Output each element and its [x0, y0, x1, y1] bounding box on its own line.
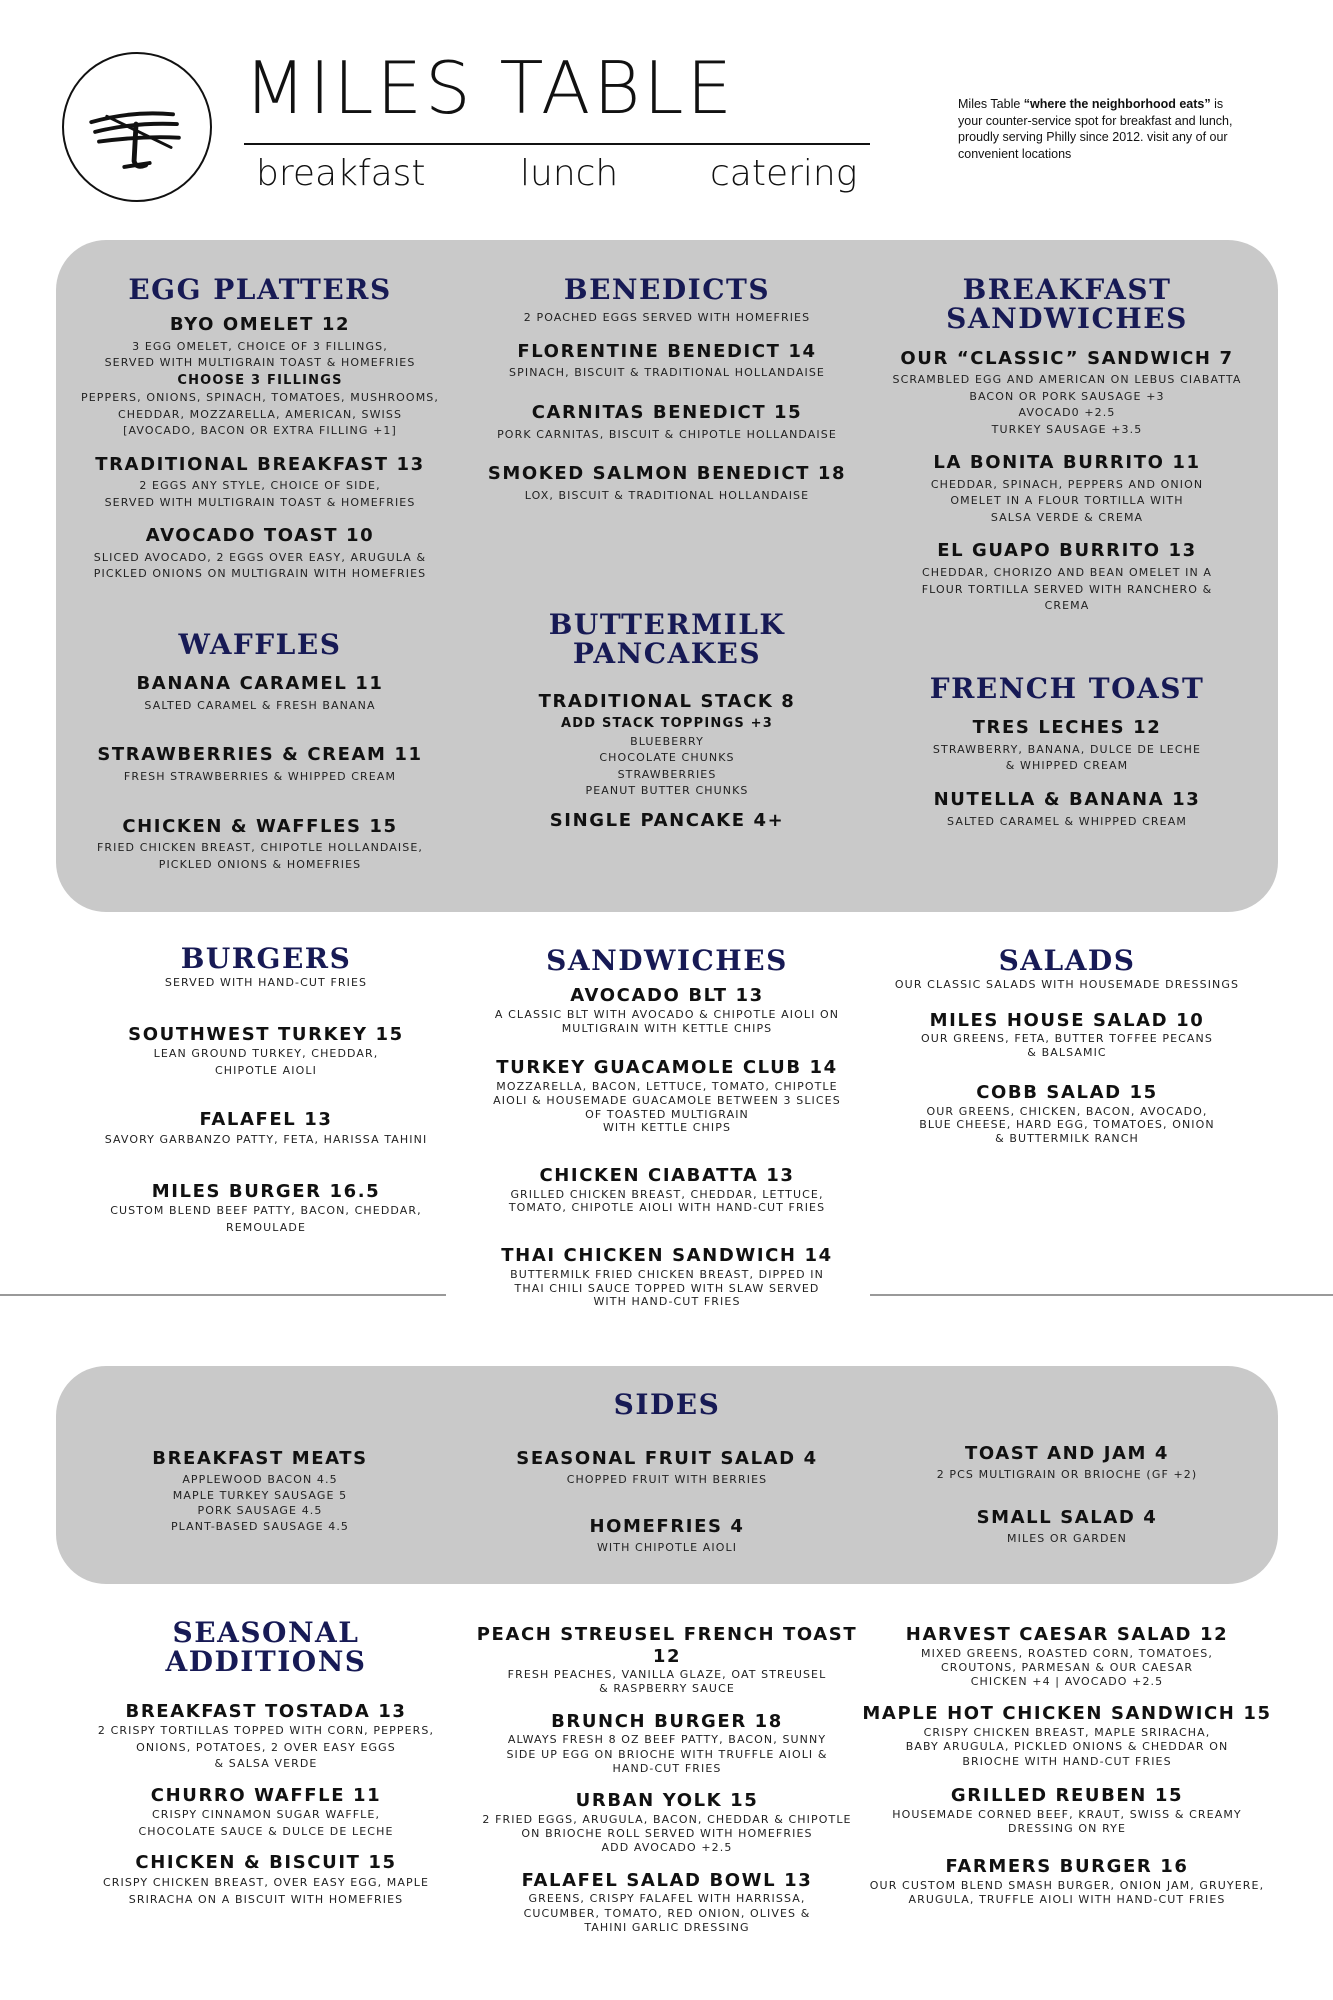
- section-title: SEASONAL ADDITIONS: [165, 1616, 367, 1679]
- section-title: BREAKFAST SANDWICHES: [946, 273, 1188, 336]
- menu-item-name: MILES BURGER 16.5: [151, 1180, 381, 1202]
- seasonal-right: [862, 1624, 1272, 1907]
- menu-item-desc: PORK CARNITAS, BISCUIT & CHIPOTLE HOLLANDAISE: [497, 427, 837, 441]
- menu-item-name: EL GUAPO BURRITO 13: [937, 540, 1197, 562]
- menu-item-name: MAPLE HOT CHICKEN SANDWICH 15: [862, 1703, 1272, 1725]
- menu-item-name: FARMERS BURGER 16: [945, 1856, 1189, 1878]
- menu-item-name: CHICKEN & BISCUIT 15: [135, 1852, 397, 1874]
- menu-item-desc: 2 FRIED EGGS, ARUGULA, BACON, CHEDDAR & CHIPOTLE ON BRIOCHE ROLL SERVED WITH HOMEFRIES ADD AVOCADO +2.5: [482, 1812, 852, 1855]
- menu-item-desc: BLUEBERRY CHOCOLATE CHUNKS STRAWBERRIES PEANUT BUTTER CHUNKS: [585, 734, 749, 798]
- menu-item-desc: MOZZARELLA, BACON, LETTUCE, TOMATO, CHIPOTLE AIOLI & HOUSEMADE GUACAMOLE BETWEEN 3 SLICES OF TOASTED MULTIGRAIN WITH KETTLE CHIPS: [493, 1080, 841, 1135]
- breakfast-sandwiches-section: [872, 275, 1262, 615]
- menu-item-name: TURKEY GUACAMOLE CLUB 14: [496, 1057, 838, 1079]
- menu-item-name: TRADITIONAL BREAKFAST 13: [95, 453, 425, 475]
- waffles-section: [66, 630, 454, 873]
- menu-item-name: SEASONAL FRUIT SALAD 4: [516, 1448, 818, 1469]
- menu-item-name: SMOKED SALMON BENEDICT 18: [487, 463, 847, 485]
- menu-item-name: TRES LECHES 12: [972, 717, 1162, 739]
- logo-mark-icon: [64, 54, 210, 200]
- menu-item-desc: ALWAYS FRESH 8 OZ BEEF PATTY, BACON, SUNNY SIDE UP EGG ON BRIOCHE WITH TRUFFLE AIOLI & HAND-CUT FRIES: [506, 1733, 828, 1775]
- menu-item-name: GRILLED REUBEN 15: [950, 1784, 1184, 1806]
- sides-meats: [66, 1448, 454, 1535]
- subtitle-catering: catering: [710, 153, 858, 194]
- divider-left: [0, 1294, 446, 1296]
- menu-item-name: BREAKFAST MEATS: [152, 1448, 368, 1469]
- menu-item-name: OUR “CLASSIC” SANDWICH 7: [900, 347, 1234, 369]
- section-title: BUTTERMILK PANCAKES: [548, 608, 786, 671]
- menu-item-name: BANANA CARAMEL 11: [136, 673, 384, 695]
- menu-item-name: PEACH STREUSEL FRENCH TOAST 12: [476, 1624, 858, 1667]
- menu-item-name: NUTELLA & BANANA 13: [933, 788, 1201, 810]
- menu-item-desc: SCRAMBLED EGG AND AMERICAN ON LEBUS CIABATTA BACON OR PORK SAUSAGE +3 AVOCAD0 +2.5 TURKEY SAUSAGE +3.5: [892, 373, 1242, 436]
- section-title: FRENCH TOAST: [929, 672, 1205, 705]
- menu-item-desc: APPLEWOOD BACON 4.5 MAPLE TURKEY SAUSAGE 5 PORK SAUSAGE 4.5 PLANT-BASED SAUSAGE 4.5: [170, 1472, 350, 1534]
- menu-item-name: THAI CHICKEN SANDWICH 14: [501, 1245, 833, 1267]
- menu-item-desc: GREENS, CRISPY FALAFEL WITH HARRISSA, CUCUMBER, TOMATO, RED ONION, OLIVES & TAHINI GARLIC DRESSING: [523, 1892, 811, 1934]
- subtitle-lunch: lunch: [520, 153, 619, 194]
- french-toast-section: [872, 674, 1262, 830]
- menu-item-desc: MIXED GREENS, ROASTED CORN, TOMATOES, CROUTONS, PARMESAN & OUR CAESAR CHICKEN +4 | AVOCADO +2.5: [921, 1646, 1213, 1689]
- menu-item-desc: LOX, BISCUIT & TRADITIONAL HOLLANDAISE: [524, 488, 810, 502]
- menu-item-name: STRAWBERRIES & CREAM 11: [97, 744, 423, 766]
- menu-item-desc: WITH CHIPOTLE AIOLI: [596, 1540, 738, 1554]
- menu-item-desc: A CLASSIC BLT WITH AVOCADO & CHIPOTLE AIOLI ON MULTIGRAIN WITH KETTLE CHIPS: [494, 1007, 840, 1035]
- menu-item-desc: CRISPY CHICKEN BREAST, OVER EASY EGG, MAPLE SRIRACHA ON A BISCUIT WITH HOMEFRIES: [102, 1876, 430, 1906]
- menu-item-desc: SALTED CARAMEL & FRESH BANANA: [144, 698, 376, 712]
- menu-item-name: TOAST AND JAM 4: [964, 1443, 1170, 1464]
- menu-item-desc: FRESH STRAWBERRIES & WHIPPED CREAM: [123, 770, 397, 784]
- menu-item-desc: HOUSEMADE CORNED BEEF, KRAUT, SWISS & CREAMY DRESSING ON RYE: [892, 1807, 1242, 1835]
- menu-item-desc: GRILLED CHICKEN BREAST, CHEDDAR, LETTUCE, TOMATO, CHIPOTLE AIOLI WITH HAND-CUT FRIES: [508, 1187, 826, 1215]
- menu-item-desc: FRESH PEACHES, VANILLA GLAZE, OAT STREUSEL & RASPBERRY SAUCE: [507, 1668, 827, 1696]
- menu-item-desc: CHOPPED FRUIT WITH BERRIES: [566, 1472, 768, 1486]
- menu-item-name: HARVEST CAESAR SALAD 12: [905, 1624, 1229, 1645]
- menu-item-desc: OUR GREENS, FETA, BUTTER TOFFEE PECANS & BALSAMIC: [921, 1032, 1213, 1060]
- subtitle-breakfast: breakfast: [256, 153, 426, 194]
- menu-item-desc: 2 PCS MULTIGRAIN OR BRIOCHE (GF +2): [936, 1467, 1198, 1481]
- menu-item-desc: 3 EGG OMELET, CHOICE OF 3 FILLINGS, SERVED WITH MULTIGRAIN TOAST & HOMEFRIES: [104, 339, 416, 370]
- divider-right: [870, 1294, 1333, 1296]
- menu-item-desc: CRISPY CHICKEN BREAST, MAPLE SRIRACHA, BABY ARUGULA, PICKLED ONIONS & CHEDDAR ON BRIOCHE WITH HAND-CUT FRIES: [905, 1726, 1229, 1768]
- menu-item-name: FLORENTINE BENEDICT 14: [517, 340, 817, 362]
- menu-item-name: CHICKEN & WAFFLES 15: [122, 815, 398, 837]
- menu-sub-heading: ADD STACK TOPPINGS +3: [561, 716, 773, 732]
- menu-item-desc: FRIED CHICKEN BREAST, CHIPOTLE HOLLANDAISE, PICKLED ONIONS & HOMEFRIES: [96, 841, 423, 871]
- egg-platters-section: [66, 275, 454, 583]
- menu-item-desc: MILES OR GARDEN: [1007, 1531, 1127, 1545]
- menu-item-name: COBB SALAD 15: [976, 1081, 1158, 1103]
- menu-item-desc: SALTED CARAMEL & WHIPPED CREAM: [947, 814, 1187, 828]
- menu-item-name: TRADITIONAL STACK 8: [538, 690, 796, 712]
- menu-item-name: URBAN YOLK 15: [575, 1790, 759, 1812]
- menu-item-desc: 2 CRISPY TORTILLAS TOPPED WITH CORN, PEPPERS, ONIONS, POTATOES, 2 OVER EASY EGGS & SALSA VERDE: [97, 1724, 435, 1771]
- menu-item-name: SINGLE PANCAKE 4+: [549, 809, 785, 831]
- menu-item-desc: 2 EGGS ANY STYLE, CHOICE OF SIDE, SERVED WITH MULTIGRAIN TOAST & HOMEFRIES: [104, 479, 416, 509]
- logo: [62, 52, 212, 202]
- section-title: EGG PLATTERS: [128, 273, 392, 306]
- menu-item-name: CHURRO WAFFLE 11: [150, 1784, 382, 1806]
- section-title: WAFFLES: [178, 628, 342, 661]
- menu-item-name: FALAFEL SALAD BOWL 13: [521, 1869, 813, 1891]
- menu-item-desc: PEPPERS, ONIONS, SPINACH, TOMATOES, MUSHROOMS, CHEDDAR, MOZZARELLA, AMERICAN, SWISS [AVOCADO, BACON OR EXTRA FILLING +1]: [81, 391, 439, 438]
- menu-item-desc: SLICED AVOCADO, 2 EGGS OVER EASY, ARUGULA & PICKLED ONIONS ON MULTIGRAIN WITH HOMEFRIES: [93, 550, 427, 581]
- menu-item-desc: STRAWBERRY, BANANA, DULCE DE LECHE & WHIPPED CREAM: [932, 742, 1202, 773]
- intro-text: Miles Table “where the neighborhood eats” is your counter-service spot for breakfast and lunch, proudly serving Philly since 2012. visit any of our convenient locations: [958, 97, 1233, 161]
- brand-divider: [244, 143, 870, 145]
- sandwiches-section: [470, 946, 864, 1309]
- menu-item-name: BREAKFAST TOSTADA 13: [125, 1700, 407, 1722]
- menu-item-desc: CUSTOM BLEND BEEF PATTY, BACON, CHEDDAR, REMOULADE: [110, 1204, 422, 1234]
- menu-item-name: MILES HOUSE SALAD 10: [929, 1009, 1205, 1031]
- menu-sub-heading: CHOOSE 3 FILLINGS: [177, 372, 343, 388]
- seasonal-left: [66, 1618, 466, 1908]
- menu-item-name: SOUTHWEST TURKEY 15: [128, 1023, 404, 1045]
- section-title: BURGERS: [180, 942, 352, 975]
- menu-item-desc: OUR GREENS, CHICKEN, BACON, AVOCADO, BLUE CHEESE, HARD EGG, TOMATOES, ONION & BUTTERMILK RANCH: [919, 1104, 1215, 1146]
- benedicts-section: [470, 275, 864, 504]
- menu-item-name: BYO OMELET 12: [169, 314, 351, 336]
- menu-item-name: BRUNCH BURGER 18: [551, 1710, 783, 1732]
- menu-item-name: AVOCADO BLT 13: [570, 985, 764, 1007]
- sides-middle: [470, 1448, 864, 1556]
- menu-item-desc: BUTTERMILK FRIED CHICKEN BREAST, DIPPED IN THAI CHILI SAUCE TOPPED WITH SLAW SERVED WITH HAND-CUT FRIES: [510, 1267, 824, 1309]
- menu-item-desc: CHEDDAR, SPINACH, PEPPERS AND ONION OMELET IN A FLOUR TORTILLA WITH SALSA VERDE & CREMA: [930, 477, 1204, 524]
- section-title: BENEDICTS: [563, 273, 771, 306]
- sides-title: SIDES: [613, 1388, 721, 1421]
- menu-item-name: CHICKEN CIABATTA 13: [539, 1165, 795, 1187]
- menu-item-desc: SPINACH, BISCUIT & TRADITIONAL HOLLANDAISE: [509, 366, 825, 380]
- menu-item-name: FALAFEL 13: [199, 1109, 333, 1131]
- menu-item-name: LA BONITA BURRITO 11: [933, 452, 1201, 474]
- section-title: SANDWICHES: [546, 944, 788, 977]
- menu-item-name: CARNITAS BENEDICT 15: [531, 401, 803, 423]
- menu-item-desc: CHEDDAR, CHORIZO AND BEAN OMELET IN A FLOUR TORTILLA SERVED WITH RANCHERO & CREMA: [921, 566, 1213, 613]
- menu-item-name: HOMEFRIES 4: [589, 1516, 745, 1538]
- seasonal-middle: [462, 1624, 872, 1935]
- section-intro: OUR CLASSIC SALADS WITH HOUSEMADE DRESSINGS: [894, 978, 1240, 992]
- menu-item-desc: LEAN GROUND TURKEY, CHEDDAR, CHIPOTLE AIOLI: [153, 1047, 379, 1077]
- menu-item-name: SMALL SALAD 4: [976, 1507, 1158, 1529]
- brand-title: MILES TABLE: [244, 46, 735, 130]
- burgers-section: [66, 944, 466, 1236]
- section-intro: 2 POACHED EGGS SERVED WITH HOMEFRIES: [523, 311, 811, 325]
- section-title: SALADS: [998, 944, 1136, 977]
- pancakes-section: [470, 610, 864, 831]
- section-intro: SERVED WITH HAND-CUT FRIES: [164, 976, 368, 990]
- menu-item-desc: SAVORY GARBANZO PATTY, FETA, HARISSA TAHINI: [104, 1133, 428, 1147]
- menu-item-name: AVOCADO TOAST 10: [145, 525, 375, 547]
- salads-section: [872, 946, 1262, 1146]
- menu-item-desc: CRISPY CINNAMON SUGAR WAFFLE, CHOCOLATE SAUCE & DULCE DE LECHE: [138, 1808, 394, 1838]
- sides-right: [872, 1443, 1262, 1547]
- menu-item-desc: OUR CUSTOM BLEND SMASH BURGER, ONION JAM, GRUYERE, ARUGULA, TRUFFLE AIOLI WITH HAND-CUT FRIES: [869, 1878, 1265, 1907]
